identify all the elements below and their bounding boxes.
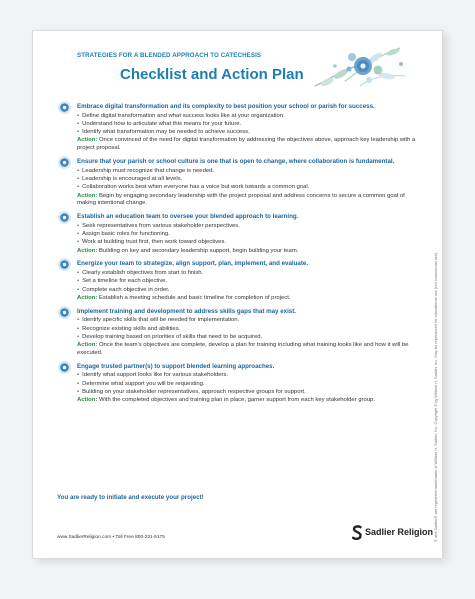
action-label: Action:: [77, 247, 98, 254]
section-heading: Embrace digital transformation and its complexity to best position your school or parish for success.: [77, 103, 375, 110]
action-text: With the completed objectives and training plan in place, garner support from each key stakeholder group.: [98, 397, 375, 404]
section-heading: Energize your team to strategize, align support, plan, implement, and evaluate.: [77, 260, 309, 268]
list-item: • Leadership must recognize that change is needed.: [77, 167, 215, 174]
badge-icon: [57, 155, 72, 170]
section-action: [77, 193, 417, 209]
section-items: [77, 371, 417, 396]
footer-contact: www.SadlierReligion.com • Toll Free 800-221-5175: [57, 535, 165, 540]
badge-icon: [57, 210, 72, 225]
sadlier-brand: [351, 525, 437, 541]
badge-icon: [57, 257, 72, 272]
floral-decoration-icon: [305, 36, 415, 94]
action-label: Action:: [77, 192, 98, 199]
section-items: [77, 167, 417, 192]
list-item: • Complete each objective in order.: [77, 286, 170, 293]
action-label: Action:: [77, 342, 98, 349]
list-item: • Building on your stakeholder representatives, approach respective groups for support.: [77, 388, 306, 395]
list-item: • Understand how to articulate what this means for your future.: [77, 120, 242, 127]
list-item: • Define digital transformation and what success looks like at your organization.: [77, 112, 285, 119]
document-page: [32, 30, 443, 559]
badge-icon: [57, 100, 72, 115]
checklist-sections: [57, 103, 417, 410]
copyright-notice: ® and Sadlier® are registered trademarks of William H. Sadlier, Inc. Copyright © by William H. Sadlier, Inc. May be reproduced for educational use (not commercial use).: [433, 251, 438, 542]
closing-line: You are ready to initiate and execute your project!: [57, 494, 204, 501]
section-action: [77, 137, 417, 153]
section-action: [77, 295, 417, 303]
action-text: Building on key and secondary leadership support, begin building your team.: [98, 247, 299, 254]
section-items: [77, 269, 417, 294]
section-action: [77, 397, 417, 405]
list-item: • Assign basic roles for functioning.: [77, 231, 170, 238]
section-items: [77, 222, 417, 247]
action-text: Begin by engaging secondary leadership with the project proposal and address concerns to secure a common goal of making intentional change.: [77, 192, 405, 207]
list-item: • Clearly establish objectives from start to finish.: [77, 270, 204, 277]
section-heading: Ensure that your parish or school culture is one that is open to change, where collaboration is fundamental.: [77, 158, 395, 166]
sadlier-logo-icon: [351, 525, 363, 541]
list-item: • Identify specific skills that will be needed for implementation.: [77, 317, 240, 324]
checklist-section-4: [57, 260, 417, 302]
checklist-section-2: [57, 158, 417, 208]
list-item: • Work at building trust first, then work toward objectives.: [77, 239, 227, 246]
action-text: Once the team's objectives are complete, develop a plan for training including what training looks like and how it will be executed.: [77, 342, 409, 356]
list-item: • Recognize existing skills and abilities.: [77, 325, 181, 332]
list-item: • Set a timeline for each objective.: [77, 278, 168, 285]
list-item: • Collaboration works best when everyone has a voice but work towards a common goal.: [77, 184, 310, 191]
badge-icon: [57, 305, 72, 320]
list-item: • Seek representatives from various stakeholder perspectives.: [77, 222, 240, 229]
checklist-section-5: [57, 308, 417, 358]
action-label: Action:: [77, 397, 98, 404]
list-item: • Leadership is encouraged at all levels.: [77, 175, 183, 182]
section-items: [77, 316, 417, 341]
section-items: [77, 112, 417, 137]
action-text: Establish a meeting schedule and basic timeline for completion of project.: [98, 294, 291, 301]
section-heading: Establish an education team to oversee your blended approach to learning.: [77, 213, 299, 221]
list-item: • Identify what support looks like for various stakeholders.: [77, 372, 229, 379]
section-action: [77, 342, 417, 358]
list-item: • Develop training based on priorities of skills that need to be acquired.: [77, 333, 263, 340]
document-kicker: STRATEGIES FOR A BLENDED APPROACH TO CATECHESIS: [77, 52, 262, 59]
list-item: • Identify what transformation may be needed to achieve success.: [77, 129, 250, 136]
list-item: • Determine what support you will be requesting.: [77, 380, 205, 387]
checklist-section-1: [57, 103, 417, 153]
section-heading: Engage trusted partner(s) to support blended learning approaches.: [77, 362, 275, 370]
action-text: Once convinced of the need for digital transformation by addressing the objectives above, approach key leadership with a project proposal.: [77, 137, 416, 152]
brand-name: Sadlier Religion: [365, 527, 434, 537]
checklist-section-3: [57, 213, 417, 255]
document-title: Checklist and Action Plan: [120, 66, 304, 83]
checklist-section-6: [57, 363, 417, 405]
section-action: [77, 248, 417, 256]
action-label: Action:: [77, 137, 98, 144]
action-label: Action:: [77, 294, 98, 301]
badge-icon: [57, 360, 72, 375]
section-heading: Implement training and development to address skills gaps that may exist.: [77, 307, 297, 315]
